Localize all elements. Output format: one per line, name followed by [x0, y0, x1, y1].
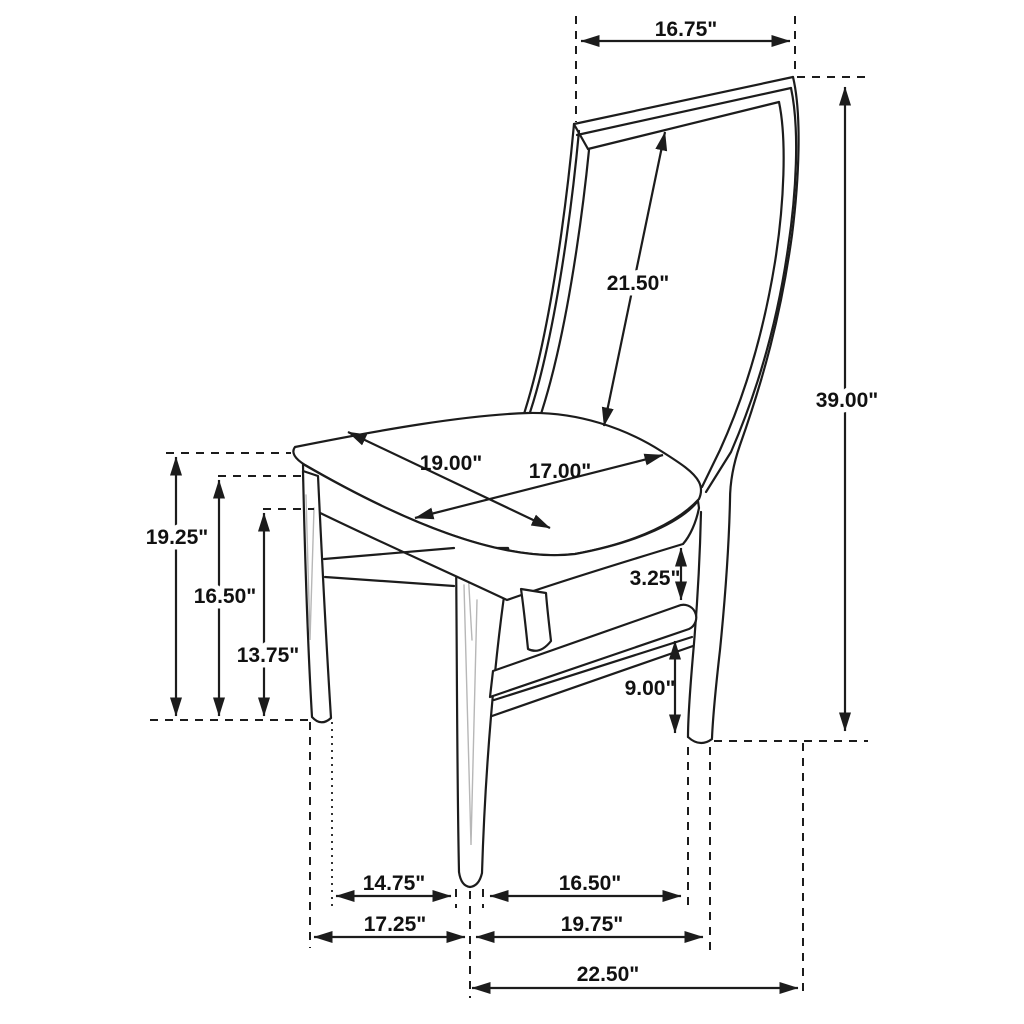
apron-top-height-label: 16.50": [193, 585, 257, 608]
back-left-outer-edge: [522, 124, 574, 420]
stretcher-height-label: 9.00": [624, 677, 676, 700]
chair-far-leg: [521, 589, 551, 651]
overall-height-label: 39.00": [815, 389, 879, 412]
back-leg-foot-arc: [688, 737, 712, 743]
back-top-rail-outer: [574, 77, 793, 124]
front-leg-spacing-label: 14.75": [362, 872, 426, 895]
back-top-width-label: 16.75": [654, 18, 718, 41]
seat-depth-label: 19.00": [419, 452, 483, 475]
chair-front-leg: [456, 548, 510, 887]
seat-width-label: 17.00": [528, 460, 592, 483]
back-right-outer-edge: [712, 77, 799, 738]
back-top-rail-inner: [577, 88, 791, 135]
back-panel-right-edge: [702, 102, 784, 487]
side-depth-floor-label: 19.75": [560, 913, 624, 936]
left-stretcher-bottom-edge: [325, 577, 454, 586]
overall-depth-label: 22.50": [576, 963, 640, 986]
chair-backrest: [522, 77, 799, 743]
seat-height-label: 19.25": [145, 526, 209, 549]
back-panel-left-edge: [539, 150, 589, 420]
apron-to-stretcher-label: 3.25": [629, 567, 681, 590]
backrest-length-label: 21.50": [606, 272, 670, 295]
side-leg-spacing-label: 16.50": [558, 872, 622, 895]
front-width-floor-label: 17.25": [363, 913, 427, 936]
apron-bottom-height-label: 13.75": [236, 644, 300, 667]
